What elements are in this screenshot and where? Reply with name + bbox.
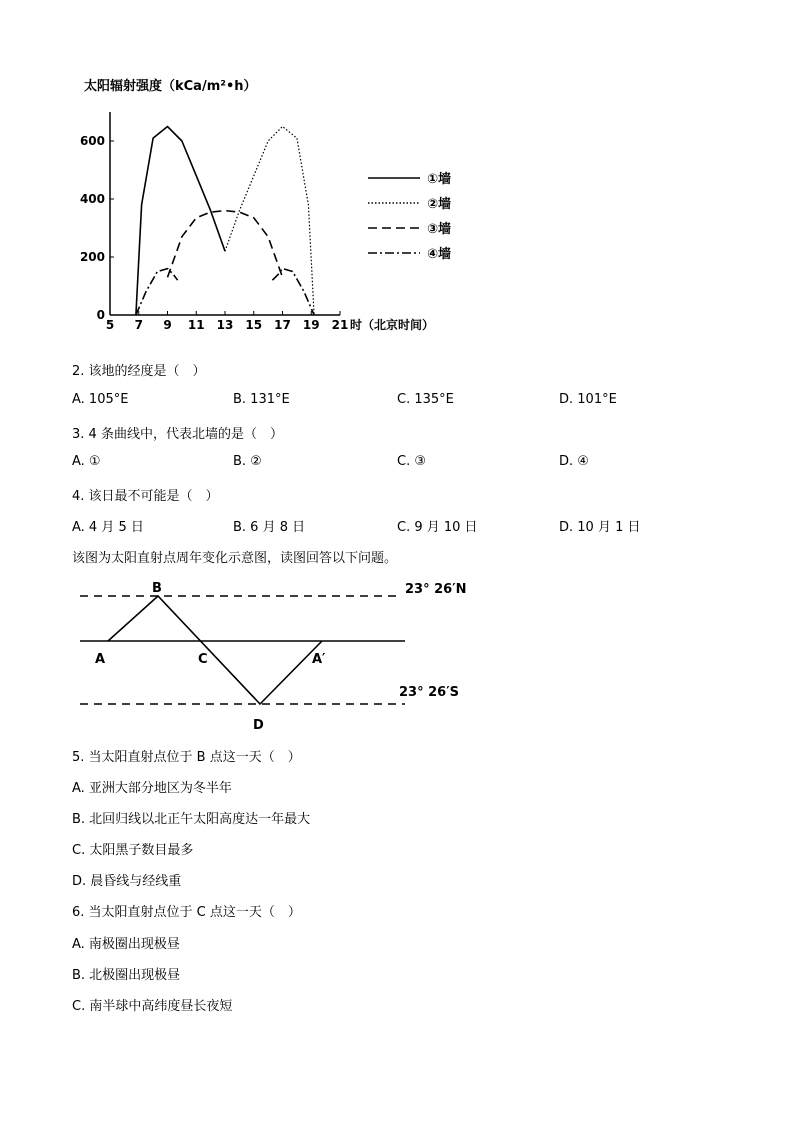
x-tick-label: 13 — [216, 318, 234, 332]
legend-label: ②墙 — [427, 197, 452, 212]
q3-option-d: D. ④ — [559, 454, 589, 469]
q2-option-c: C. 135°E — [397, 392, 454, 407]
point-a-label: A — [95, 652, 106, 667]
q5-option-b: B. 北回归线以北正午太阳高度达一年最大 — [72, 812, 311, 827]
south-tropic-label: 23° 26′S — [399, 685, 459, 700]
question-5-stem: 5. 当太阳直射点位于 B 点这一天（ ） — [72, 750, 301, 765]
diagram-intro: 该图为太阳直射点周年变化示意图，读图回答以下问题。 — [72, 551, 398, 566]
chart-legend — [368, 171, 451, 262]
y-tick-label: 400 — [79, 192, 105, 206]
q3-option-c: C. ③ — [397, 454, 426, 469]
x-tick-label: 15 — [245, 318, 263, 332]
q3-option-a: A. ① — [72, 454, 101, 469]
question-6-stem: 6. 当太阳直射点位于 C 点这一天（ ） — [72, 905, 301, 920]
y-tick-label: 0 — [96, 308, 105, 322]
series-line-4 — [136, 269, 178, 315]
x-tick-label: 19 — [302, 318, 320, 332]
point-a-prime-label: A′ — [312, 652, 326, 667]
point-c-label: C — [198, 652, 208, 667]
q6-option-b: B. 北极圈出现极昼 — [72, 968, 181, 983]
subsolar-point-diagram — [72, 572, 512, 737]
chart-curves — [136, 127, 314, 316]
q4-option-a: A. 4 月 5 日 — [72, 520, 144, 535]
point-d-label: D — [253, 718, 264, 733]
series-line-2 — [225, 127, 314, 316]
q3-option-b: B. ② — [233, 454, 262, 469]
series-line-3 — [168, 211, 283, 278]
q4-option-c: C. 9 月 10 日 — [397, 520, 478, 535]
x-tick-label: 9 — [163, 318, 172, 332]
chart-title: 太阳辐射强度（kCa/m²•h） — [84, 79, 257, 94]
y-tick-label: 200 — [79, 250, 105, 264]
legend-label: ③墙 — [427, 222, 452, 237]
series-line-1 — [136, 127, 225, 316]
subsolar-path — [108, 596, 322, 704]
x-tick-label: 5 — [105, 318, 115, 332]
series-line-5 — [272, 269, 314, 315]
q2-option-d: D. 101°E — [559, 392, 617, 407]
q2-option-b: B. 131°E — [233, 392, 290, 407]
x-tick-label: 7 — [134, 318, 143, 332]
q6-option-a: A. 南极圈出现极昼 — [72, 937, 180, 952]
x-tick-label: 21 — [331, 318, 349, 332]
legend-label: ①墙 — [427, 172, 452, 187]
solar-radiation-chart — [60, 70, 500, 345]
question-2-stem: 2. 该地的经度是（ ） — [72, 364, 206, 379]
x-axis-label: 时（北京时间） — [350, 318, 435, 332]
q4-option-d: D. 10 月 1 日 — [559, 520, 641, 535]
q5-option-a: A. 亚洲大部分地区为冬半年 — [72, 781, 232, 796]
x-tick-label: 11 — [187, 318, 205, 332]
q5-option-d: D. 晨昏线与经线重 — [72, 874, 182, 889]
north-tropic-label: 23° 26′N — [405, 582, 467, 597]
question-4-stem: 4. 该日最不可能是（ ） — [72, 489, 219, 504]
legend-label: ④墙 — [427, 247, 452, 262]
question-3-stem: 3. 4 条曲线中，代表北墙的是（ ） — [72, 427, 283, 442]
q4-option-b: B. 6 月 8 日 — [233, 520, 306, 535]
q5-option-c: C. 太阳黑子数目最多 — [72, 843, 194, 858]
q6-option-c: C. 南半球中高纬度昼长夜短 — [72, 999, 233, 1014]
y-tick-label: 600 — [79, 134, 105, 148]
q2-option-a: A. 105°E — [72, 392, 129, 407]
x-tick-label: 17 — [274, 318, 291, 332]
point-b-label: B — [152, 581, 162, 596]
